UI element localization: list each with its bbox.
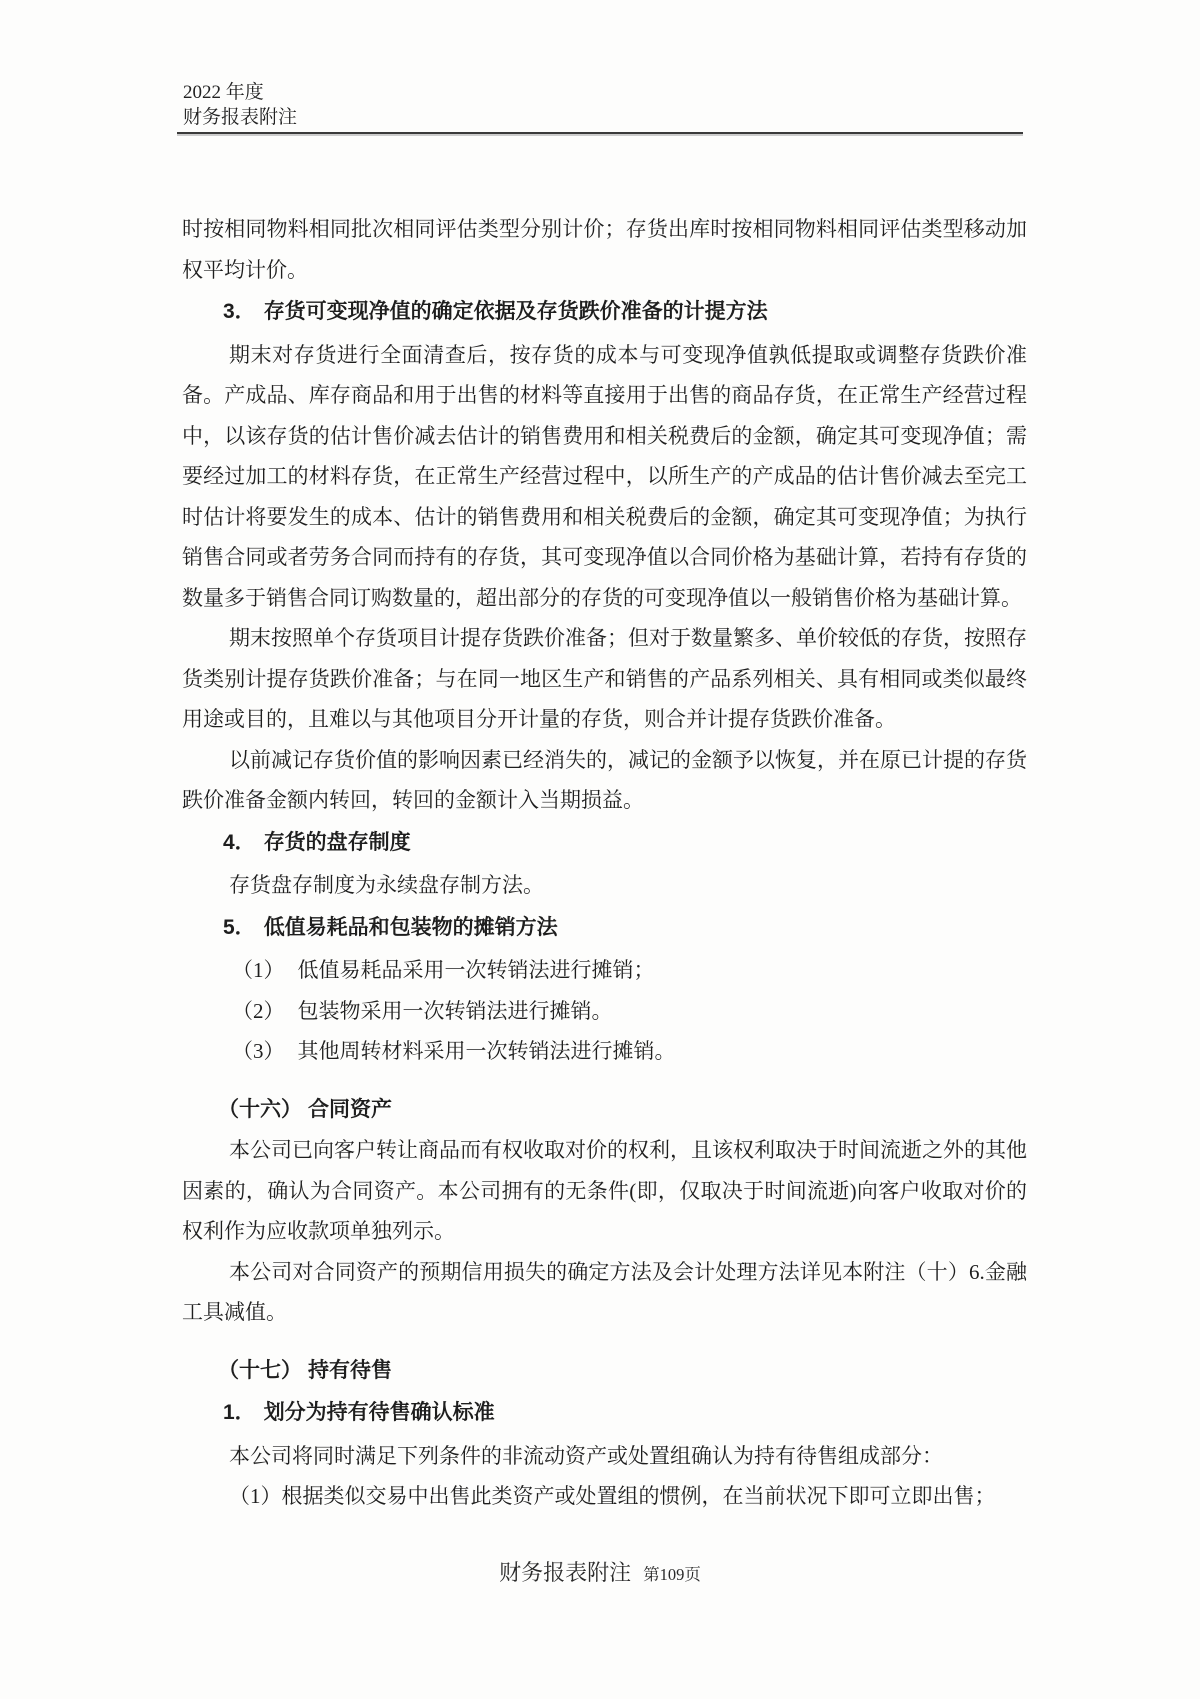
list-item-number: （1） <box>232 958 285 982</box>
heading-4-inventory-system <box>182 823 1027 864</box>
header-year: 2022 年度 <box>183 82 264 103</box>
list-item-number: （3） <box>232 1039 285 1063</box>
paragraph-contract-asset-definition: 本公司已向客户转让商品而有权收取对价的权利，且该权利取决于时间流逝之外的其他因素的，确认为合同资产。本公司拥有的无条件(即，仅取决于时间流逝)向客户收取对价的权利作为应收款项单独列示。 <box>182 1138 1027 1243</box>
paragraph-provision-reversal: 以前减记存货价值的影响因素已经消失的，减记的金额予以恢复，并在原已计提的存货跌价准备金额内转回，转回的金额计入当期损益。 <box>182 747 1027 812</box>
list-item-packaging <box>182 991 1027 1032</box>
heading-number: 1． <box>223 1401 256 1424</box>
list-item-other-materials <box>182 1031 1027 1072</box>
paragraph-inventory-pricing: 时按相同物料相同批次相同评估类型分别计价；存货出库时按相同物料相同评估类型移动加权平均计价。 <box>182 217 1027 282</box>
list-item-low-value-consumables <box>182 950 1027 991</box>
list-item-text: 包装物采用一次转销法进行摊销。 <box>297 998 613 1023</box>
section-number: （十六） <box>218 1097 302 1121</box>
paragraph-nrv-detail: 期末对存货进行全面清查后，按存货的成本与可变现净值孰低提取或调整存货跌价准备。产成品、库存商品和用于出售的材料等直接用于出售的商品存货，在正常生产经营过程中，以该存货的估计售价减去估计的销售费用和相关税费后的金额，确定其可变现净值；需要经过加工的材料存货，在正常生产经营过程中，以所生产的产成品的估计售价减去至完工时估计将要发生的成本、估计的销售费用和相关税费后的金额，确定其可变现净值；为执行销售合同或者劳务合同而持有的存货，其可变现净值以合同价格为基础计算，若持有存货的数量多于销售合同订购数量的，超出部分的存货的可变现净值以一般销售价格为基础计算。 <box>182 342 1027 610</box>
section-title: 合同资产 <box>308 1097 392 1121</box>
list-item-text: 其他周转材料采用一次转销法进行摊销。 <box>297 1039 676 1063</box>
paragraph-perpetual-system: 存货盘存制度为永续盘存制方法。 <box>229 873 544 897</box>
footer-doc-title: 财务报表附注 <box>499 1560 632 1585</box>
page-header <box>183 80 297 130</box>
heading-1-hfs-criteria <box>182 1393 1027 1434</box>
header-doc-title: 财务报表附注 <box>183 107 298 128</box>
section-number: （十七） <box>218 1358 302 1382</box>
section-title: 持有待售 <box>308 1358 392 1382</box>
paragraph-hfs-conditions-intro: 本公司将同时满足下列条件的非流动资产或处置组确认为持有待售组成部分： <box>229 1443 943 1468</box>
paragraph-provision-basis: 期末按照单个存货项目计提存货跌价准备；但对于数量繁多、单价较低的存货，按照存货类别计提存货跌价准备；与在同一地区生产和销售的产品系列相关、具有相同或类似最终用途或目的，且难以与其他项目分开计量的存货，则合并计提存货跌价准备。 <box>182 626 1027 731</box>
heading-number: 4． <box>223 830 256 854</box>
heading-3-nrv-method <box>182 292 1027 333</box>
heading-text: 存货的盘存制度 <box>263 830 411 854</box>
heading-text: 低值易耗品和包装物的摊销方法 <box>263 915 558 939</box>
paragraph-contract-asset-ecl: 本公司对合同资产的预期信用损失的确定方法及会计处理方法详见本附注（十）6.金融工具减值。 <box>182 1259 1027 1324</box>
heading-text: 存货可变现净值的确定依据及存货跌价准备的计提方法 <box>263 300 768 323</box>
list-item-number: （2） <box>232 998 285 1023</box>
header-divider <box>177 132 1023 134</box>
heading-5-amortization-method <box>182 908 1027 949</box>
list-item-text: 低值易耗品采用一次转销法进行摊销； <box>297 958 655 982</box>
heading-number: 3． <box>223 300 256 323</box>
heading-text: 划分为持有待售确认标准 <box>263 1401 495 1424</box>
heading-number: 5． <box>223 915 256 939</box>
section-heading-17-held-for-sale <box>182 1351 1027 1392</box>
document-body <box>182 209 1027 1517</box>
footer-page-number: 第109页 <box>643 1565 701 1584</box>
section-heading-16-contract-assets <box>182 1090 1027 1131</box>
paragraph-hfs-condition-1: （1）根据类似交易中出售此类资产或处置组的惯例，在当前状况下即可立即出售； <box>229 1484 996 1508</box>
page-footer <box>0 1556 1200 1587</box>
